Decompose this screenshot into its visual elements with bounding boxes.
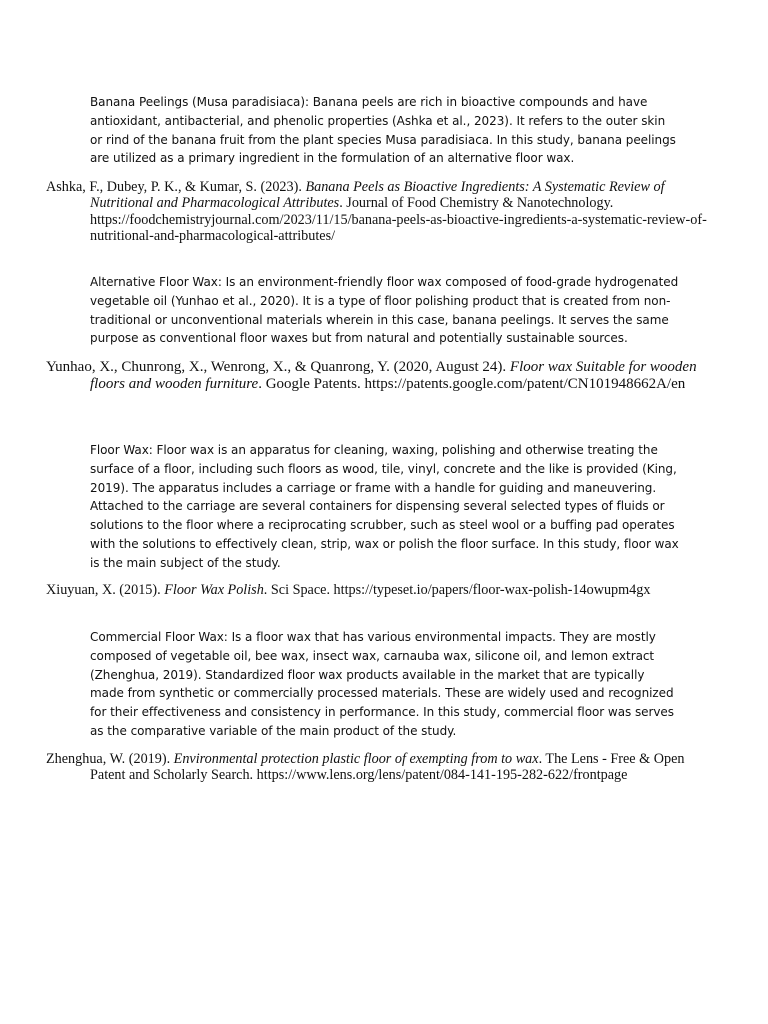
reference-authors: Xiuyuan, X. (2015). xyxy=(46,582,165,598)
definition-commercial-floor-wax: Commercial Floor Wax: Is a floor wax that has various environmental impacts. They are mostly composed of vegetable oil, bee wax, insect wax, carnauba wax, silicone oil, and lemon extract (Zhenghua, 2019). Standardized floor wax products available in the market that are typically made from synthetic or commercially processed materials. These are widely used and recognized for their effectiveness and consistency in performance. In this study, commercial floor was serves as the comparative variable of the main product of the study. xyxy=(90,630,674,738)
reference-source: . Journal of Food Chemistry & Nanotechnology. https://foodchemistryjournal.com/2023/11/15/banana-peels-as-bioactive-ingredients-a-systematic-review-of-nutritional-and-pharmacological-attributes/ xyxy=(90,195,707,245)
reference-xiuyuan xyxy=(46,582,722,598)
reference-title: Banana Peels as Bioactive Ingredients: A Systematic Review of Nutritional and Pharmacological Attributes xyxy=(90,179,665,212)
reference-title: Environmental protection plastic floor of exempting from to wax xyxy=(173,751,539,767)
reference-source: . Google Patents. https://patents.google.com/patent/CN101948662A/en xyxy=(258,376,686,392)
reference-yunhao xyxy=(46,359,722,393)
reference-title: Floor Wax Polish xyxy=(164,582,264,598)
definition-floor-wax: Floor Wax: Floor wax is an apparatus for cleaning, waxing, polishing and otherwise treating the surface of a floor, including such floors as wood, tile, vinyl, concrete and the like is provided (King, 2019). The apparatus includes a carriage or frame with a handle for guiding and maneuvering. Attached to the carriage are several containers for dispensing several selected types of fluids or solutions to the floor where a reciprocating scrubber, such as steel wool or a buffing pad operates with the solutions to effectively clean, strip, wax or polish the floor surface. In this study, floor wax is the main subject of the study. xyxy=(90,443,679,570)
definition-alternative-floor-wax: Alternative Floor Wax: Is an environment-friendly floor wax composed of food-grade hydrogenated vegetable oil (Yunhao et al., 2020). It is a type of floor polishing product that is created from non-traditional or unconventional materials wherein in this case, banana peelings. It serves the same purpose as conventional floor waxes but from natural and potentially sustainable sources. xyxy=(90,275,679,346)
reference-title: Floor wax Suitable for wooden floors and wooden furniture xyxy=(90,359,697,392)
reference-ashka xyxy=(46,179,722,245)
reference-source: . Sci Space. https://typeset.io/papers/floor-wax-polish-14owupm4gx xyxy=(263,582,651,598)
reference-source: . The Lens - Free & Open Patent and Scholarly Search. https://www.lens.org/lens/patent/084-141-195-282-622/frontpage xyxy=(90,751,685,784)
reference-authors: Yunhao, X., Chunrong, X., Wenrong, X., & Quanrong, Y. (2020, August 24). xyxy=(46,359,510,375)
definition-banana-peelings: Banana Peelings (Musa paradisiaca): Banana peels are rich in bioactive compounds and have antioxidant, antibacterial, and phenolic properties (Ashka et al., 2023). It refers to the outer skin or rind of the banana fruit from the plant species Musa paradisiaca. In this study, banana peelings are utilized as a primary ingredient in the formulation of an alternative floor wax. xyxy=(90,95,676,166)
reference-authors: Zhenghua, W. (2019). xyxy=(46,751,174,767)
reference-authors: Ashka, F., Dubey, P. K., & Kumar, S. (2023). xyxy=(46,179,306,195)
reference-zhenghua xyxy=(46,751,722,784)
